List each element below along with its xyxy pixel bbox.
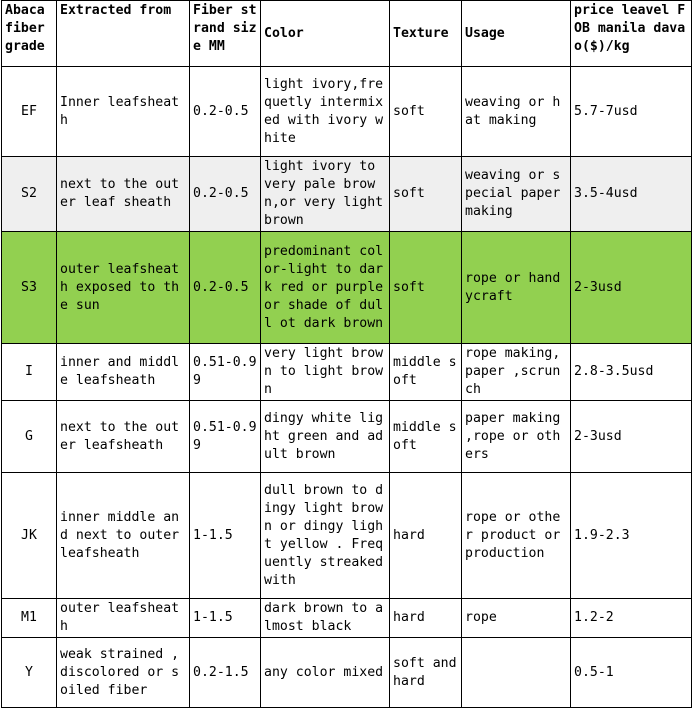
cell-size: 0.51-0.99 xyxy=(190,344,261,401)
cell-grade: JK xyxy=(2,473,57,599)
cell-size: 0.2-0.5 xyxy=(190,232,261,344)
cell-price: 3.5-4usd xyxy=(571,157,692,232)
cell-extracted: inner and middle leafsheath xyxy=(57,344,190,401)
cell-usage xyxy=(462,638,571,708)
cell-grade: S2 xyxy=(2,157,57,232)
cell-size: 0.51-0.99 xyxy=(190,401,261,473)
cell-extracted: next to the outer leaf sheath xyxy=(57,157,190,232)
cell-extracted: weak strained ,discolored or soiled fiber xyxy=(57,638,190,708)
header-extracted-from: Extracted from xyxy=(57,1,190,67)
cell-grade: S3 xyxy=(2,232,57,344)
cell-extracted: outer leafsheath exposed to the sun xyxy=(57,232,190,344)
cell-size: 1-1.5 xyxy=(190,599,261,638)
cell-usage: rope or other product or production xyxy=(462,473,571,599)
header-usage: Usage xyxy=(462,1,571,67)
cell-grade: M1 xyxy=(2,599,57,638)
cell-color: dingy white light green and adult brown xyxy=(261,401,390,473)
cell-price: 0.5-1 xyxy=(571,638,692,708)
header-row xyxy=(2,1,692,67)
cell-grade: Y xyxy=(2,638,57,708)
cell-usage: rope making,paper ,scrunch xyxy=(462,344,571,401)
cell-color: any color mixed xyxy=(261,638,390,708)
cell-price: 2-3usd xyxy=(571,401,692,473)
cell-extracted: outer leafsheath xyxy=(57,599,190,638)
header-texture: Texture xyxy=(390,1,462,67)
cell-extracted: inner middle and next to outer leafsheath xyxy=(57,473,190,599)
cell-color: light ivory,frequetly intermixed with ivory white xyxy=(261,67,390,157)
cell-price: 5.7-7usd xyxy=(571,67,692,157)
table-row-y xyxy=(2,638,692,708)
cell-price: 2-3usd xyxy=(571,232,692,344)
cell-price: 1.2-2 xyxy=(571,599,692,638)
cell-grade: G xyxy=(2,401,57,473)
cell-price: 2.8-3.5usd xyxy=(571,344,692,401)
cell-texture: middle soft xyxy=(390,401,462,473)
cell-color: light ivory to very pale brown,or very light brown xyxy=(261,157,390,232)
table-row-g xyxy=(2,401,692,473)
cell-grade: I xyxy=(2,344,57,401)
cell-size: 1-1.5 xyxy=(190,473,261,599)
cell-size: 0.2-0.5 xyxy=(190,67,261,157)
table-row-ef xyxy=(2,67,692,157)
cell-texture: soft xyxy=(390,157,462,232)
cell-size: 0.2-0.5 xyxy=(190,157,261,232)
table-row-s2 xyxy=(2,157,692,232)
cell-usage: weaving or hat making xyxy=(462,67,571,157)
table-row-i xyxy=(2,344,692,401)
cell-texture: hard xyxy=(390,599,462,638)
header-fiber-size: Fiber strand size MM xyxy=(190,1,261,67)
header-grade: Abaca fiber grade xyxy=(2,1,57,67)
table-row-jk xyxy=(2,473,692,599)
cell-color: predominant color-light to dark red or purple or shade of dull ot dark brown xyxy=(261,232,390,344)
cell-usage: paper making ,rope or others xyxy=(462,401,571,473)
cell-texture: soft and hard xyxy=(390,638,462,708)
cell-size: 0.2-1.5 xyxy=(190,638,261,708)
cell-usage: rope or handycraft xyxy=(462,232,571,344)
cell-texture: middle soft xyxy=(390,344,462,401)
table-row-m1 xyxy=(2,599,692,638)
table-row-s3 xyxy=(2,232,692,344)
cell-usage: weaving or special paper making xyxy=(462,157,571,232)
abaca-grade-table xyxy=(1,0,692,708)
cell-color: dull brown to dingy light brown or dingy light yellow . Frequently streaked with xyxy=(261,473,390,599)
header-color: Color xyxy=(261,1,390,67)
cell-color: dark brown to almost black xyxy=(261,599,390,638)
cell-extracted: next to the outer leafsheath xyxy=(57,401,190,473)
cell-usage: rope xyxy=(462,599,571,638)
cell-color: very light brown to light brown xyxy=(261,344,390,401)
header-price: price leavel FOB manila davao($)/kg xyxy=(571,1,692,67)
cell-texture: soft xyxy=(390,67,462,157)
cell-price: 1.9-2.3 xyxy=(571,473,692,599)
cell-grade: EF xyxy=(2,67,57,157)
cell-texture: hard xyxy=(390,473,462,599)
cell-extracted: Inner leafsheath xyxy=(57,67,190,157)
cell-texture: soft xyxy=(390,232,462,344)
